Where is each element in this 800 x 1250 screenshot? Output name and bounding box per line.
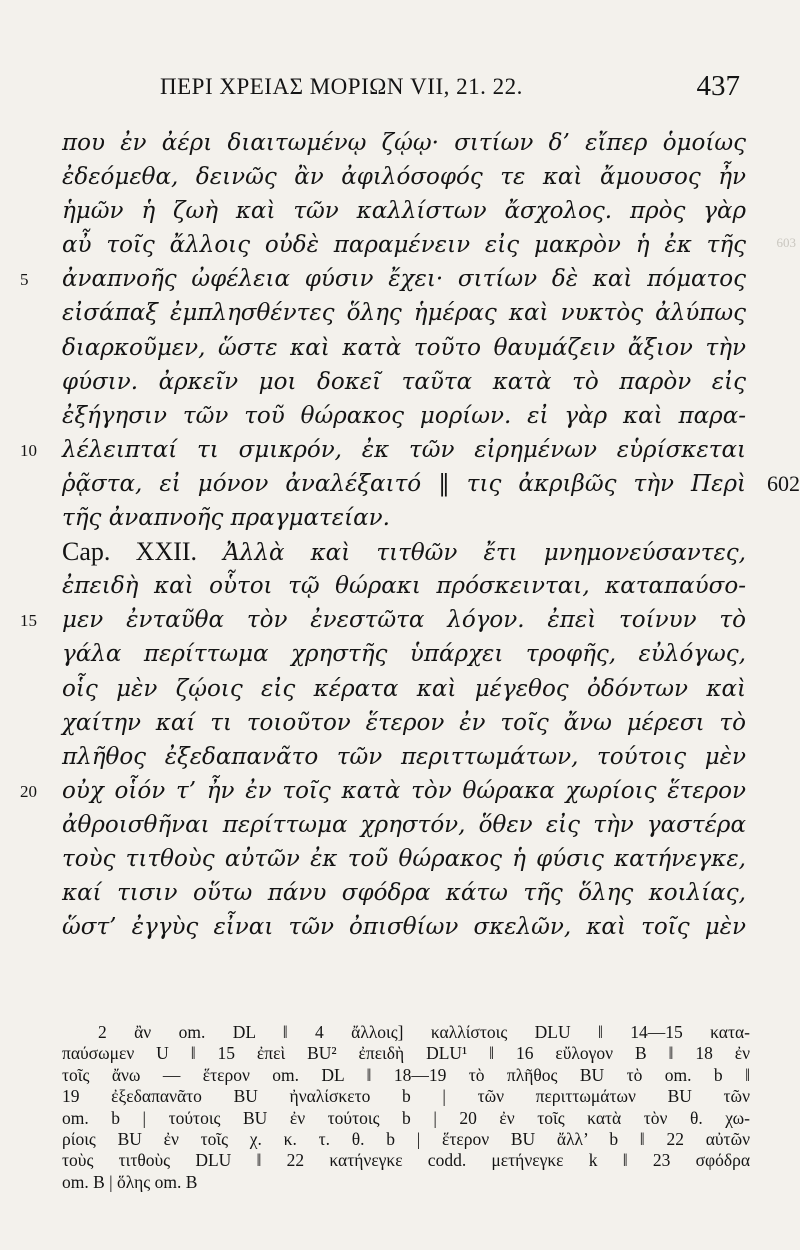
text-line-22: τοὺς τιτθοὺς αὐτῶν ἐκ τοῦ θώρακος ἡ φύσις κατήνεγκε, <box>62 845 746 872</box>
apparatus-line: om. B | ὅλης om. B <box>62 1171 198 1192</box>
chapter-heading-line <box>0 535 800 569</box>
line-number: 10 <box>20 440 37 460</box>
line-number: 15 <box>20 611 37 631</box>
critical-apparatus <box>62 1022 750 1193</box>
chapter-opening-text: Ἀλλὰ καὶ τιτθῶν ἔτι μνημονεύσαντες, <box>223 540 746 567</box>
text-line-2: ἐδεόμεθα, δεινῶς ἂν ἀφιλόσοφός τε καὶ ἄμουσος ἦν <box>62 164 746 191</box>
apparatus-line: 19 ἐξεδαπανᾶτο BU ἠναλίσκετο b | τῶν περιττωμάτων BU τῶν <box>62 1086 750 1107</box>
line-number: 20 <box>20 781 37 801</box>
text-line-15: 15 μεν ἐνταῦθα τὸν ἐνεστῶτα λόγον. ἐπεὶ τοίνυν τὸ <box>0 603 800 637</box>
text-line-18: χαίτην καί τι τοιοῦτον ἕτερον ἐν τοῖς ἄνω μέρεσι τὸ <box>62 709 746 736</box>
running-title: ΠΕΡΙ ΧΡΕΙΑΣ ΜΟΡΙΩΝ VII, 21. 22. <box>160 74 523 99</box>
chapter-label: Cap. XXII. <box>62 537 198 567</box>
apparatus-line: om. b | τούτοις BU ἐν τούτοις b | 20 ἐν τοῖς κατὰ τὸν θ. χω- <box>62 1107 750 1128</box>
text-line-17: οἷς μὲν ζῴοις εἰς κέρατα καὶ μέγεθος ὀδόντων καὶ <box>62 675 746 702</box>
main-text <box>0 126 800 944</box>
text-line-11: ῥᾷστα, εἰ μόνον ἀναλέξαιτό ‖ τις ἀκριβῶς τὴν Περὶ 602 <box>0 467 800 501</box>
text-line-3: ἡμῶν ἡ ζωὴ καὶ τῶν καλλίστων ἄσχολος. πρὸς γὰρ <box>62 198 746 225</box>
text-line-23: καί τισιν οὕτω πάνυ σφόδρα κάτω τῆς ὅλης κοιλίας, <box>62 880 746 907</box>
running-head <box>150 70 740 110</box>
text-line-4: αὖ τοῖς ἄλλοις οὐδὲ παραμένειν εἰς μακρὸν ἡ ἐκ τῆς 603 <box>0 228 800 262</box>
apparatus-line: τοῖς ἄνω — ἕτερον om. DL ‖ 18—19 τὸ πλῆθος BU τὸ om. b ‖ <box>62 1064 750 1085</box>
text-line-8: φύσιν. ἀρκεῖν μοι δοκεῖ ταῦτα κατὰ τὸ παρὸν εἰς <box>62 368 746 395</box>
text-line-1: που ἐν ἀέρι διαιτωμένῳ ζῴῳ· σιτίων δ’ εἴπερ ὁμοίως <box>62 130 746 156</box>
apparatus-line: παύσωμεν U ‖ 15 ἐπεὶ BU² ἐπειδὴ DLU¹ ‖ 16 εὔλογον B ‖ 18 ἐν <box>62 1043 750 1064</box>
text-line-10: 10 λέλειπταί τι σμικρόν, ἐκ τῶν εἰρημένων εὑρίσκεται <box>0 433 800 467</box>
margin-page-ref: 602 <box>767 470 800 496</box>
text-line-5: 5 ἀναπνοῆς ὠφέλεια φύσιν ἔχει· σιτίων δὲ καὶ πόματος <box>0 262 800 296</box>
text-line-19: πλῆθος ἐξεδαπανᾶτο τῶν περιττωμάτων, τούτοις μὲν <box>62 743 746 770</box>
text-line-7: διαρκοῦμεν, ὥστε καὶ κατὰ τοῦτο θαυμάζειν ἄξιον τὴν <box>62 334 746 361</box>
page-number: 437 <box>696 70 740 102</box>
text-line-24: ὥστ’ ἐγγὺς εἶναι τῶν ὀπισθίων σκελῶν, καὶ τοῖς μὲν <box>62 914 746 941</box>
text-line-13 <box>62 535 746 570</box>
bleed-through-mark: 603 <box>776 235 796 251</box>
text-line-21: ἀθροισθῆναι περίττωμα χρηστόν, ὅθεν εἰς τὴν γαστέρα <box>62 811 746 838</box>
apparatus-line: τοὺς τιτθοὺς DLU ‖ 22 κατήνεγκε codd. μετήνεγκε k ‖ 23 σφόδρα <box>62 1150 750 1171</box>
text-line-6: εἰσάπαξ ἐμπλησθέντες ὅλης ἡμέρας καὶ νυκτὸς ἀλύπως <box>62 300 746 327</box>
text-line-12: τῆς ἀναπνοῆς πραγματείαν. <box>62 505 390 532</box>
apparatus-line: ρίοις BU ἐν τοῖς χ. κ. τ. θ. b | ἕτερον BU ἄλλ’ b ‖ 22 αὐτῶν <box>62 1128 750 1149</box>
line-number: 5 <box>20 270 29 290</box>
text-line-20: 20 οὐχ οἷόν τ’ ἦν ἐν τοῖς κατὰ τὸν θώρακα χωρίοις ἕτερον <box>0 774 800 808</box>
text-line-9: ἐξήγησιν τῶν τοῦ θώρακος μορίων. εἰ γὰρ καὶ παρα- <box>62 402 746 429</box>
text-line-14: ἐπειδὴ καὶ οὗτοι τῷ θώρακι πρόσκεινται, καταπαύσο- <box>62 573 746 600</box>
text-line-16: γάλα περίττωμα χρηστῆς ὑπάρχει τροφῆς, εὐλόγως, <box>62 641 746 668</box>
apparatus-line: 2 ἂν om. DL ‖ 4 ἄλλοις] καλλίστοις DLU ‖ 14—15 κατα- <box>98 1022 750 1042</box>
